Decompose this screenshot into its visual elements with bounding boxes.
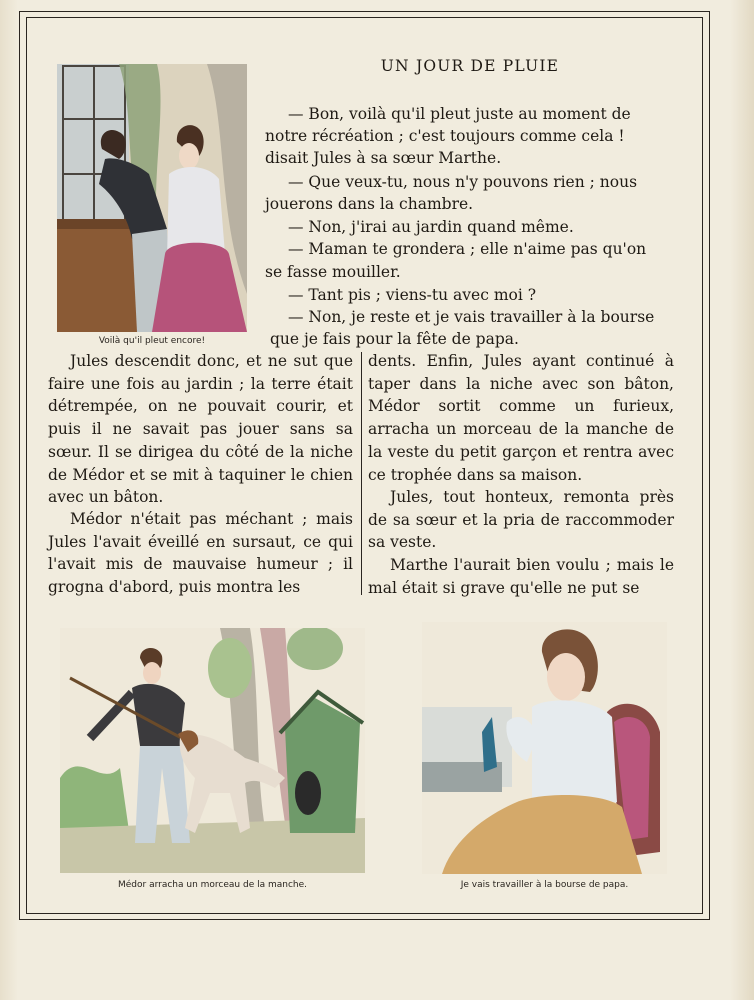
bottom-left-caption: Médor arracha un morceau de la manche. xyxy=(117,880,308,890)
left-column-paragraph: Jules descendit donc, et ne sut que faire une fois au jardin ; la terre était détrempée, on ne pouvait courir, et puis il ne savait pas jouer sans sa sœur. Il se dirigea du côté de la niche de Médor et se mit à taquiner le chien avec un bâton. xyxy=(48,352,353,507)
dialogue-line: que je fais pour la fête de papa. xyxy=(270,330,519,348)
window-illustration xyxy=(57,64,247,332)
right-column-paragraph: Marthe l'aurait bien voulu ; mais le mal était si grave qu'elle ne put se xyxy=(368,556,674,597)
dialogue-line: jouerons dans la chambre. xyxy=(265,195,474,213)
girl-knitting-illustration xyxy=(422,622,667,874)
top-illustration-caption: Voilà qu'il pleut encore! xyxy=(98,336,206,346)
column-divider xyxy=(361,352,362,595)
right-column-paragraph: Jules, tout honteux, remonta près de sa sœur et la pria de raccommoder sa veste. xyxy=(368,488,674,552)
dialogue-line: — Que veux-tu, nous n'y pouvons rien ; nous xyxy=(288,173,638,191)
bottom-right-caption: Je vais travailler à la bourse de papa. xyxy=(460,880,629,890)
dialogue-line: — Tant pis ; viens-tu avec moi ? xyxy=(288,286,537,304)
dialogue-line: — Bon, voilà qu'il pleut juste au moment de xyxy=(288,105,631,123)
dialogue-line: — Non, j'irai au jardin quand même. xyxy=(288,218,574,236)
left-column-paragraph: Médor n'était pas méchant ; mais Jules l'avait éveillé en sursaut, ce qui l'avait mis de mauvaise humeur ; il grogna d'abord, puis montra les xyxy=(48,510,353,597)
right-column-paragraph: dents. Enfin, Jules ayant continué à taper dans la niche avec son bâton, Médor sortit comme un furieux, arracha un morceau de la manche de la veste du petit garçon et rentra avec ce trophée dans sa maison. xyxy=(368,352,674,484)
dialogue-line: se fasse mouiller. xyxy=(265,263,401,281)
dialogue-line: notre récréation ; c'est toujours comme cela ! xyxy=(265,127,625,145)
story-title: UN JOUR DE PLUIE xyxy=(380,57,560,75)
dialogue-line: — Non, je reste et je vais travailler à la bourse xyxy=(288,308,655,326)
dialogue-line: — Maman te grondera ; elle n'aime pas qu'on xyxy=(288,240,647,258)
boy-and-dog-illustration xyxy=(60,628,365,873)
dialogue-line: disait Jules à sa sœur Marthe. xyxy=(265,149,502,167)
